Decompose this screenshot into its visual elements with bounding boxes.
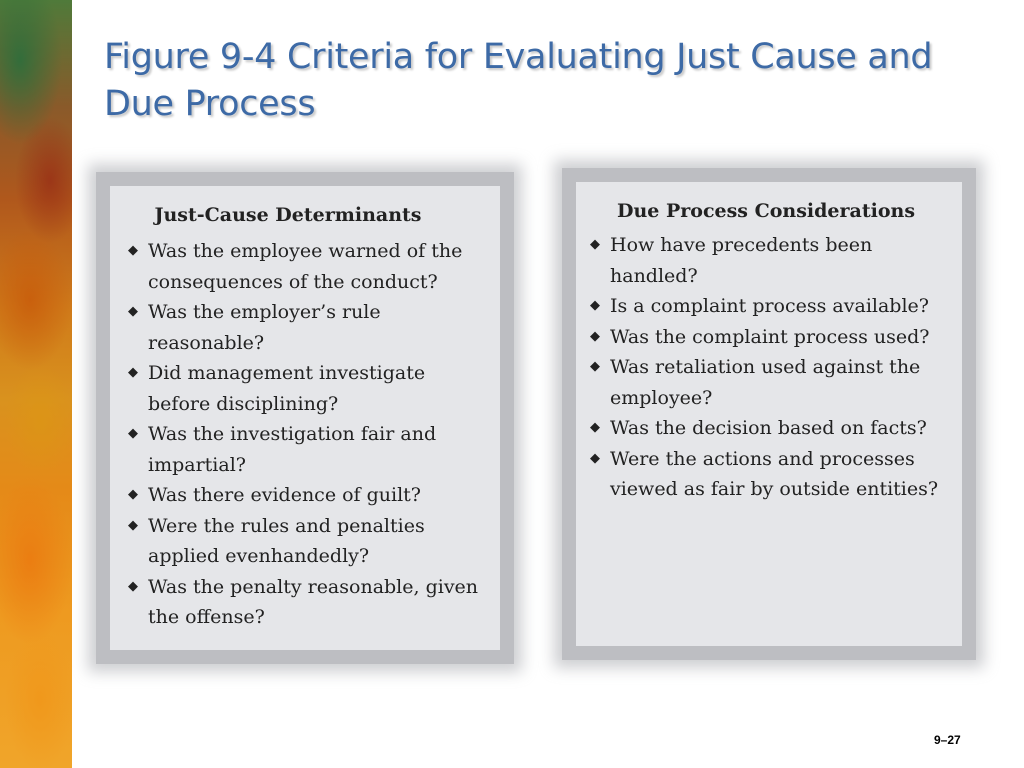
diamond-bullet-icon: ◆: [128, 243, 138, 258]
diamond-bullet-icon: ◆: [590, 237, 600, 252]
list-item-text: Was the investigation fair and impartial?: [148, 423, 437, 476]
just-cause-list: [110, 236, 500, 633]
due-process-panel-body: [576, 182, 962, 646]
list-item: [126, 480, 490, 511]
due-process-list: [576, 230, 962, 505]
list-item-text: Were the rules and penalties applied evenhandedly?: [148, 514, 425, 567]
list-item: [126, 236, 490, 297]
just-cause-heading: Just-Cause Determinants: [154, 204, 422, 226]
diamond-bullet-icon: ◆: [128, 578, 138, 594]
due-process-heading: Due Process Considerations: [616, 200, 916, 222]
diamond-bullet-icon: ◆: [590, 328, 600, 344]
just-cause-panel-body: [110, 186, 500, 650]
list-item: [588, 413, 958, 444]
decorative-side-strip: [0, 0, 72, 768]
due-process-panel: [562, 168, 976, 660]
list-item: [126, 572, 490, 633]
list-item: [588, 230, 958, 291]
list-item-text: Were the actions and processes viewed as fair by outside entities?: [610, 447, 939, 500]
list-item: [126, 419, 490, 480]
diamond-bullet-icon: ◆: [128, 304, 138, 319]
list-item-text: Was there evidence of guilt?: [148, 484, 421, 506]
page-number: 9–27: [934, 733, 961, 747]
diamond-bullet-icon: ◆: [128, 487, 138, 502]
diamond-bullet-icon: ◆: [590, 298, 600, 313]
list-item: [588, 352, 958, 413]
slide-title: Figure 9-4 Criteria for Evaluating Just Cause and Due Process: [104, 37, 933, 124]
list-item-text: Is a complaint process available?: [610, 295, 929, 317]
list-item: [588, 444, 958, 505]
list-item-text: How have precedents been handled?: [610, 234, 873, 287]
list-item-text: Was the employee warned of the consequences of the conduct?: [148, 240, 463, 293]
list-item-text: Did management investigate before disciplining?: [148, 362, 426, 415]
list-item-text: Was retaliation used against the employee?: [610, 356, 921, 409]
list-item-text: Was the penalty reasonable, given the offense?: [148, 575, 479, 628]
list-item: [126, 297, 490, 358]
list-item: [588, 322, 958, 353]
diamond-bullet-icon: ◆: [128, 365, 138, 380]
diamond-bullet-icon: ◆: [590, 450, 600, 466]
list-item-text: Was the employer’s rule reasonable?: [148, 301, 381, 354]
list-item: [126, 358, 490, 419]
just-cause-panel: [96, 172, 514, 664]
list-item-text: Was the decision based on facts?: [610, 417, 927, 439]
list-item: [126, 511, 490, 572]
diamond-bullet-icon: ◆: [128, 426, 138, 441]
list-item: [588, 291, 958, 322]
diamond-bullet-icon: ◆: [590, 359, 600, 374]
diamond-bullet-icon: ◆: [590, 420, 600, 435]
list-item-text: Was the complaint process used?: [610, 325, 930, 348]
diamond-bullet-icon: ◆: [128, 517, 138, 533]
